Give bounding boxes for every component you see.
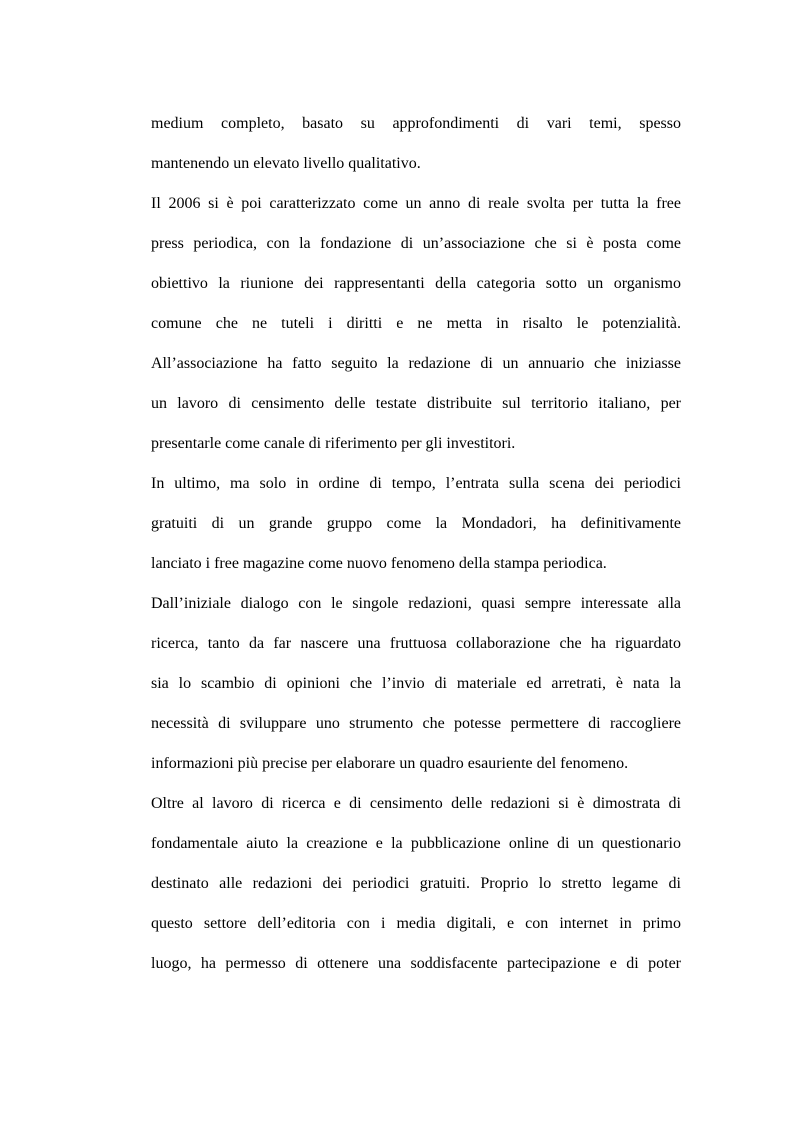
text-line: un lavoro di censimento delle testate distribuite sul territorio italiano, per xyxy=(151,395,681,412)
text-line: informazioni più precise per elaborare un quadro esauriente del fenomeno. xyxy=(151,755,629,772)
text-line: In ultimo, ma solo in ordine di tempo, l’entrata sulla scena dei periodici xyxy=(151,475,681,492)
text-line: comune che ne tuteli i diritti e ne metta in risalto le potenzialità. xyxy=(151,315,681,332)
text-line: presentarle come canale di riferimento per gli investitori. xyxy=(151,435,516,452)
text-line: mantenendo un elevato livello qualitativo. xyxy=(151,155,421,172)
text-line: ricerca, tanto da far nascere una fruttuosa collaborazione che ha riguardato xyxy=(151,635,681,652)
text-line: gratuiti di un grande gruppo come la Mondadori, ha definitivamente xyxy=(151,515,681,532)
text-line: lanciato i free magazine come nuovo fenomeno della stampa periodica. xyxy=(151,555,607,572)
text-line: Il 2006 si è poi caratterizzato come un anno di reale svolta per tutta la free xyxy=(151,195,681,212)
text-line: Dall’iniziale dialogo con le singole redazioni, quasi sempre interessate alla xyxy=(151,595,681,612)
text-line: press periodica, con la fondazione di un’associazione che si è posta come xyxy=(151,235,681,252)
text-line: sia lo scambio di opinioni che l’invio di materiale ed arretrati, è nata la xyxy=(151,675,681,692)
text-line: questo settore dell’editoria con i media digitali, e con internet in primo xyxy=(151,915,681,932)
text-line: destinato alle redazioni dei periodici gratuiti. Proprio lo stretto legame di xyxy=(151,875,681,892)
text-line: fondamentale aiuto la creazione e la pubblicazione online di un questionario xyxy=(151,835,681,852)
text-line: necessità di sviluppare uno strumento che potesse permettere di raccogliere xyxy=(151,715,681,732)
text-line: medium completo, basato su approfondimenti di vari temi, spesso xyxy=(151,115,681,132)
text-line: luogo, ha permesso di ottenere una soddisfacente partecipazione e di poter xyxy=(151,955,681,972)
text-line: obiettivo la riunione dei rappresentanti della categoria sotto un organismo xyxy=(151,275,681,292)
text-line: All’associazione ha fatto seguito la redazione di un annuario che iniziasse xyxy=(151,355,681,372)
text-line: Oltre al lavoro di ricerca e di censimento delle redazioni si è dimostrata di xyxy=(151,795,681,812)
body-text xyxy=(151,112,681,992)
